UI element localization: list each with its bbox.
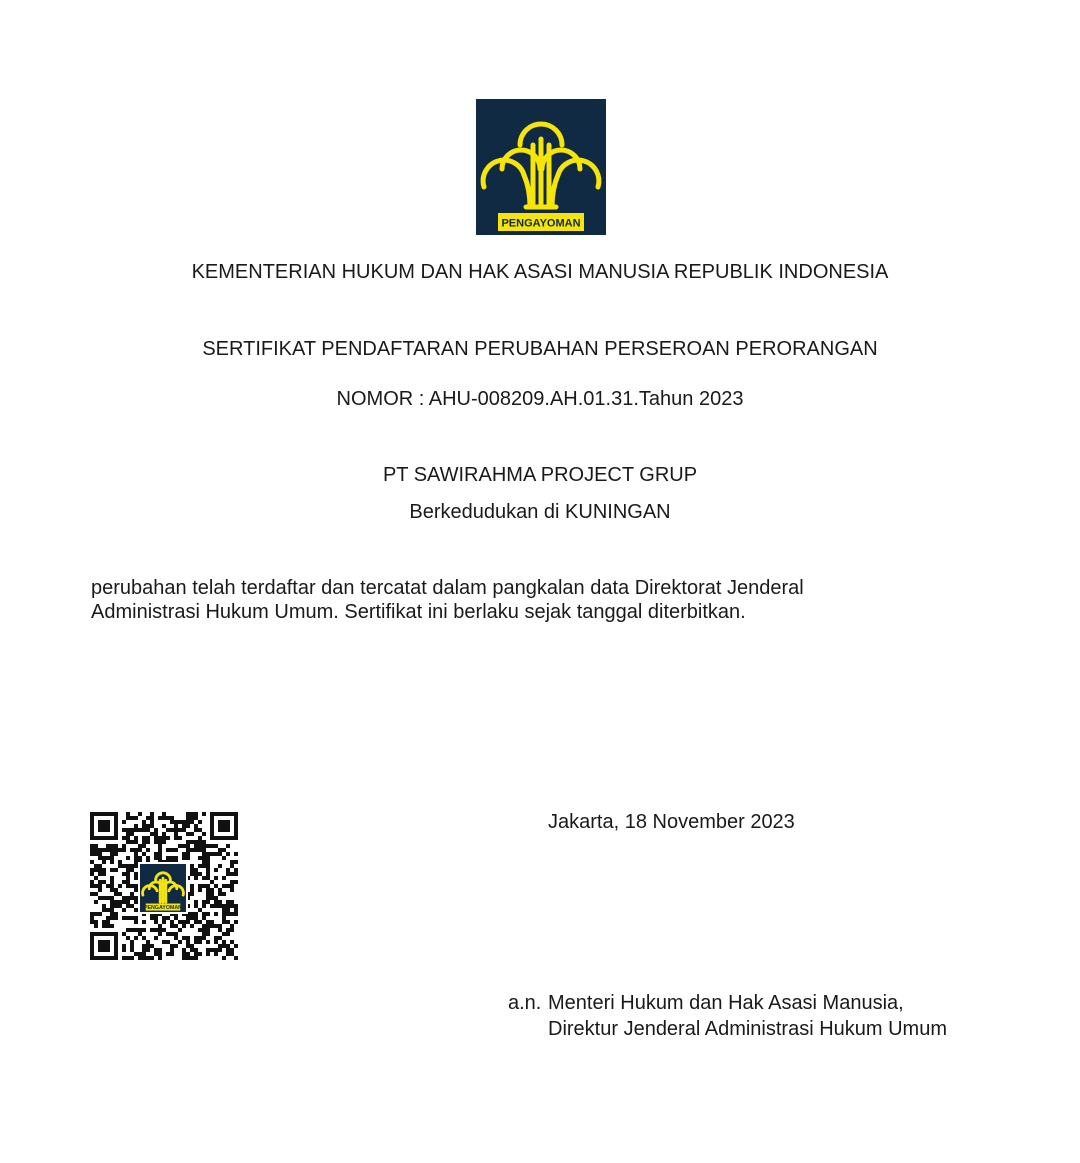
signatory-line-2: Direktur Jenderal Administrasi Hukum Umum bbox=[548, 1018, 948, 1040]
on-behalf-prefix: a.n. bbox=[508, 992, 542, 1014]
company-domicile: Berkedudukan di KUNINGAN bbox=[409, 501, 671, 523]
statement-line-1: perubahan telah terdaftar dan tercatat dalam pangkalan data Direktorat Jenderal bbox=[91, 577, 804, 599]
qr-pengayoman-logo bbox=[138, 862, 188, 914]
company-name: PT SAWIRAHMA PROJECT GRUP bbox=[382, 464, 698, 486]
pengayoman-logo bbox=[476, 99, 606, 235]
qr-logo-text: PENGAYOMAN bbox=[144, 904, 182, 911]
qr-code-icon bbox=[90, 812, 238, 960]
logo-text: PENGAYOMAN bbox=[501, 217, 581, 230]
statement-line-2: Administrasi Hukum Umum. Sertifikat ini berlaku sejak tanggal diterbitkan. bbox=[91, 601, 746, 623]
certificate-number: NOMOR : AHU-008209.AH.01.31.Tahun 2023 bbox=[336, 388, 744, 410]
certificate-title: SERTIFIKAT PENDAFTARAN PERUBAHAN PERSEROAN PERORANGAN bbox=[202, 338, 878, 360]
ministry-name: KEMENTERIAN HUKUM DAN HAK ASASI MANUSIA REPUBLIK INDONESIA bbox=[191, 261, 889, 283]
certificate-statement bbox=[91, 576, 991, 624]
qr-tree-icon bbox=[140, 864, 186, 912]
signatory-block bbox=[508, 990, 947, 1042]
signatory-line-1: Menteri Hukum dan Hak Asasi Manusia, bbox=[548, 992, 904, 1014]
pengayoman-tree-icon bbox=[476, 99, 606, 235]
place-and-date: Jakarta, 18 November 2023 bbox=[548, 811, 795, 833]
